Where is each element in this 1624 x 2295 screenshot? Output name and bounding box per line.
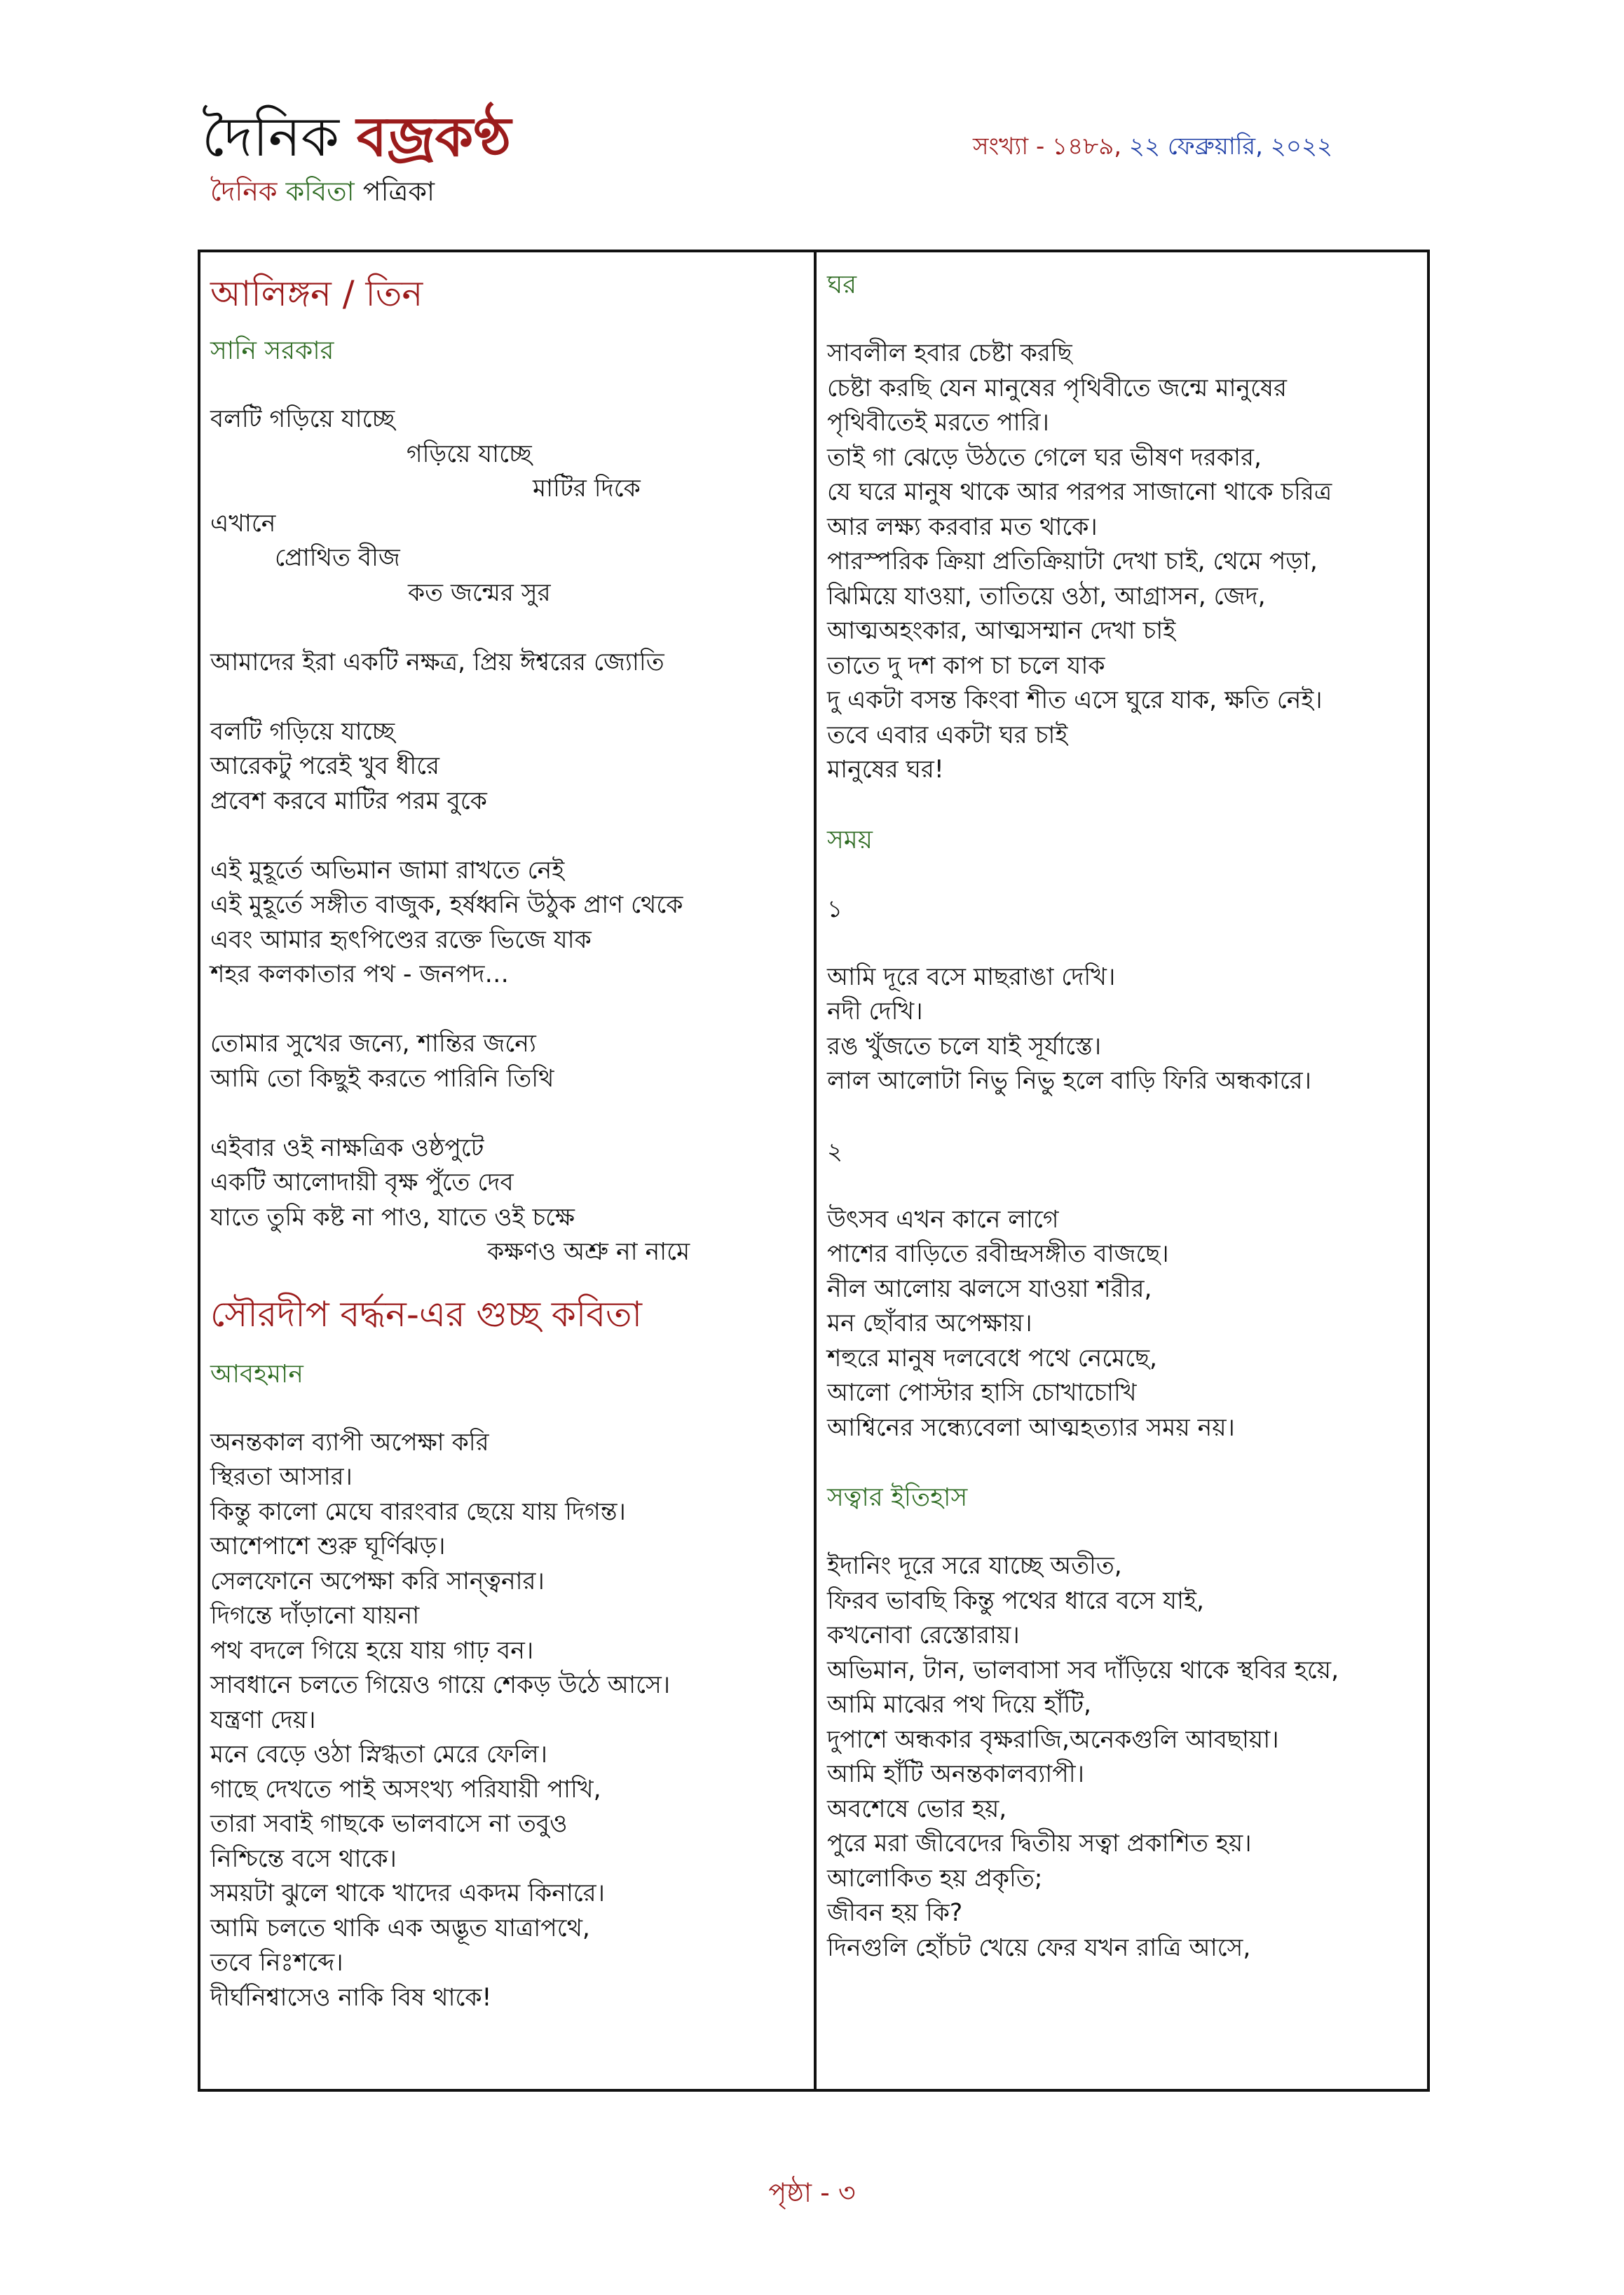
poem-line: তবে নিঃশব্দে। [210, 1949, 343, 1977]
poem-line: তারা সবাই গাছকে ভালবাসে না তবুও [210, 1810, 568, 1838]
poem-line: আরেকটু পরেই খুব ধীরে [210, 752, 440, 780]
poem-line: নীল আলোয় ঝলসে যাওয়া শরীর, [827, 1274, 1152, 1303]
poem-line: আশ্বিনের সন্ধ্যেবেলা আত্মহত্যার সময় নয়। [827, 1413, 1235, 1442]
page-number: পৃষ্ঠা - ৩ [768, 2177, 856, 2208]
poem-line: এখানে [210, 509, 276, 538]
poem-line: নদী দেখি। [827, 997, 923, 1026]
poem-title-sattar-itihas: সত্বার ইতিহাস [827, 1483, 968, 1512]
poem-line: ফিরব ভাবছি কিন্তু পথের ধারে বসে যাই, [827, 1586, 1204, 1615]
poem-line [210, 993, 810, 1028]
poem-line: চেষ্টা করছি যেন মানুষের পৃথিবীতে জন্মে মানুষের [827, 374, 1287, 402]
poem-line: এই মুহূর্তে সঙ্গীত বাজুক, হর্ষধ্বনি উঠুক প্রাণ থেকে [210, 891, 683, 919]
poem-line: মন ছোঁবার অপেক্ষায়। [827, 1309, 1032, 1337]
poem-body-abahaman [210, 1426, 810, 2016]
poem-line: যে ঘরে মানুষ থাকে আর পরপর সাজানো থাকে চরিত্র [827, 478, 1332, 506]
poem-line: লাল আলোটা নিভু নিভু হলে বাড়ি ফিরি অন্ধকারে। [827, 1067, 1311, 1095]
left-column [210, 266, 810, 2015]
poem-line: আর লক্ষ্য করবার মত থাকে। [827, 512, 1098, 541]
poem-line: কক্ষণও অশ্রু না নামে [487, 1238, 690, 1266]
column-divider [814, 250, 817, 2092]
poem-line: আমি চলতে থাকি এক অদ্ভূত যাত্রাপথে, [210, 1914, 590, 1942]
poem-author: সানি সরকার [210, 336, 334, 365]
poem-line: মানুষের ঘর! [827, 756, 944, 784]
poem-line: তবে এবার একটা ঘর চাই [827, 721, 1068, 749]
subtitle-part2: কবিতা [285, 176, 363, 207]
right-column [827, 266, 1423, 1966]
poem-line: বলটি গড়িয়ে যাচ্ছে [210, 405, 395, 433]
poem-line: জীবন হয় কি? [827, 1899, 963, 1927]
poem-line: বলটি গড়িয়ে যাচ্ছে [210, 717, 395, 746]
poem-line: প্রবেশ করবে মাটির পরম বুকে [210, 786, 487, 815]
poem-line [210, 1096, 810, 1131]
poem-line: পথ বদলে গিয়ে হয়ে যায় গাঢ় বন। [210, 1636, 534, 1665]
poem-line: কত জন্মের সুর [408, 578, 551, 607]
poem-line: কিন্তু কালো মেঘে বারংবার ছেয়ে যায় দিগন্ত। [210, 1497, 626, 1526]
poem-line: প্রোথিত বীজ [275, 544, 400, 572]
poem-line: আমি দূরে বসে মাছরাঙা দেখি। [827, 962, 1116, 991]
masthead [202, 104, 511, 209]
poem-title-samay: সময় [827, 825, 873, 854]
poem-line: স্থিরতা আসার। [210, 1463, 353, 1491]
poem-line: মাটির দিকে [533, 475, 641, 503]
poem-body-ghar [827, 336, 1423, 788]
poem-line: গড়িয়ে যাচ্ছে [407, 440, 532, 468]
poem-line: এই মুহূর্তে অভিমান জামা রাখতে নেই [210, 856, 565, 885]
section-title-gucchho: সৌরদীপ বর্দ্ধন-এর গুচ্ছ কবিতা [210, 1293, 643, 1335]
poem-line: সাবলীল হবার চেষ্টা করছি [827, 339, 1072, 367]
poem-line: আমি মাঝের পথ দিয়ে হাঁটি, [827, 1691, 1091, 1719]
poem-line: আলোকিত হয় প্রকৃতি; [827, 1864, 1043, 1893]
poem-line [210, 680, 810, 715]
poem-line: যাতে তুমি কষ্ট না পাও, যাতে ওই চক্ষে [210, 1203, 575, 1232]
poem-line: সাবধানে চলতে গিয়েও গায়ে শেকড় উঠে আসে। [210, 1671, 671, 1699]
poem-line: আমাদের ইরা একটি নক্ষত্র, প্রিয় ঈশ্বরের জ্যোতি [210, 648, 664, 676]
poem-line: পারস্পরিক ক্রিয়া প্রতিক্রিয়াটা দেখা চাই, থেমে পড়া, [827, 547, 1318, 576]
poem-line: আশেপাশে শুরু ঘূর্ণিঝড়। [210, 1532, 446, 1560]
poem-line: এবং আমার হৃৎপিণ্ডের রক্তে ভিজে যাক [210, 925, 592, 954]
poem-line: আমি হাঁটি অনন্তকালব্যাপী। [827, 1760, 1084, 1788]
poem-line: নিশ্চিন্তে বসে থাকে। [210, 1844, 397, 1873]
poem-line: একটি আলোদায়ী বৃক্ষ পুঁতে দেব [210, 1169, 514, 1197]
poem-line [210, 611, 810, 646]
poem-body-samay-part1 [827, 960, 1423, 1099]
poem-line: অবশেষে ভোর হয়, [827, 1795, 1007, 1823]
poem-line: সময়টা ঝুলে থাকে খাদের একদম কিনারে। [210, 1879, 606, 1907]
poem-line: আমি তো কিছুই করতে পারিনি তিথি [210, 1064, 554, 1093]
poem-body-alingan [210, 402, 810, 1270]
poem-line: উৎসব এখন কানে লাগে [827, 1205, 1059, 1234]
publication-title-part2: বজ্রকণ্ঠ [356, 105, 512, 169]
poem-part-number-1: ১ [827, 894, 843, 923]
issue-date: ২২ ফেব্রুয়ারি, ২০২২ [1128, 132, 1333, 161]
poem-part-number-2: ২ [827, 1137, 843, 1166]
poem-body-samay-part2 [827, 1203, 1423, 1446]
poem-line: দীর্ঘনিশ্বাসেও নাকি বিষ থাকে! [210, 1983, 492, 2012]
poem-line: অভিমান, টান, ভালবাসা সব দাঁড়িয়ে থাকে স্থবির হয়ে, [827, 1656, 1339, 1684]
poem-line: তাতে দু দশ কাপ চা চলে যাক [827, 651, 1105, 680]
issue-number: সংখ্যা - ১৪৮৯, [973, 132, 1129, 161]
poem-body-sattar-itihas [827, 1549, 1423, 1966]
poem-line: সেলফোনে অপেক্ষা করি সান্ত্বনার। [210, 1567, 545, 1595]
poem-title-ghar: ঘর [827, 271, 857, 299]
poem-line: তাই গা ঝেড়ে উঠতে গেলে ঘর ভীষণ দরকার, [827, 443, 1262, 472]
poem-line: অনন্তকাল ব্যাপী অপেক্ষা করি [210, 1428, 489, 1457]
poem-line: যন্ত্রণা দেয়। [210, 1705, 316, 1734]
poem-line: ইদানিং দূরে সরে যাচ্ছে অতীত, [827, 1552, 1122, 1580]
poem-line: ঝিমিয়ে যাওয়া, তাতিয়ে ওঠা, আগ্রাসন, জেদ, [827, 582, 1266, 611]
poem-line: তোমার সুখের জন্যে, শান্তির জন্যে [210, 1030, 536, 1058]
poem-line: দিনগুলি হোঁচট খেয়ে ফের যখন রাত্রি আসে, [827, 1933, 1251, 1962]
poem-line: শহুরে মানুষ দলবেধে পথে নেমেছে, [827, 1344, 1157, 1373]
poem-line: পৃথিবীতেই মরতে পারি। [827, 409, 1049, 437]
poem-line: মনে বেড়ে ওঠা স্নিগ্ধতা মেরে ফেলি। [210, 1741, 547, 1769]
poem-line: দিগন্তে দাঁড়ানো যায়না [210, 1602, 420, 1630]
publication-title-part1: দৈনিক [202, 106, 357, 169]
publication-subtitle [210, 174, 511, 209]
subtitle-part3: পত্রিকা [362, 176, 435, 207]
issue-info [973, 130, 1332, 163]
publication-title [202, 104, 511, 171]
poem-line: দুপাশে অন্ধকার বৃক্ষরাজি,অনেকগুলি আবছায়া। [827, 1725, 1279, 1754]
poem-line: পুরে মরা জীবেদের দ্বিতীয় সত্বা প্রকাশিত হয়। [827, 1830, 1252, 1858]
poem-line: গাছে দেখতে পাই অসংখ্য পরিযায়ী পাখি, [210, 1775, 601, 1804]
poem-line: আত্মঅহংকার, আত্মসম্মান দেখা চাই [827, 617, 1176, 645]
poem-line: রঙ খুঁজতে চলে যাই সূর্যাস্তে। [827, 1032, 1102, 1061]
poem-line: এইবার ওই নাক্ষত্রিক ওষ্ঠপুটে [210, 1133, 484, 1162]
poem-line [210, 819, 810, 854]
poem-line: দু একটা বসন্ত কিংবা শীত এসে ঘুরে যাক, ক্ষতি নেই। [827, 686, 1323, 714]
poem-line: কখনোবা রেস্তোরায়। [827, 1621, 1020, 1649]
poem-line: পাশের বাড়িতে রবীন্দ্রসঙ্গীত বাজছে। [827, 1240, 1169, 1268]
poem-title-alingan: আলিঙ্গন / তিন [210, 273, 423, 314]
poem-line: আলো পোস্টার হাসি চোখাচোখি [827, 1379, 1137, 1407]
subtitle-part1: দৈনিক [210, 176, 286, 207]
poem-title-abahaman: আবহমান [210, 1359, 303, 1389]
poem-line: শহর কলকাতার পথ - জনপদ… [210, 960, 509, 988]
